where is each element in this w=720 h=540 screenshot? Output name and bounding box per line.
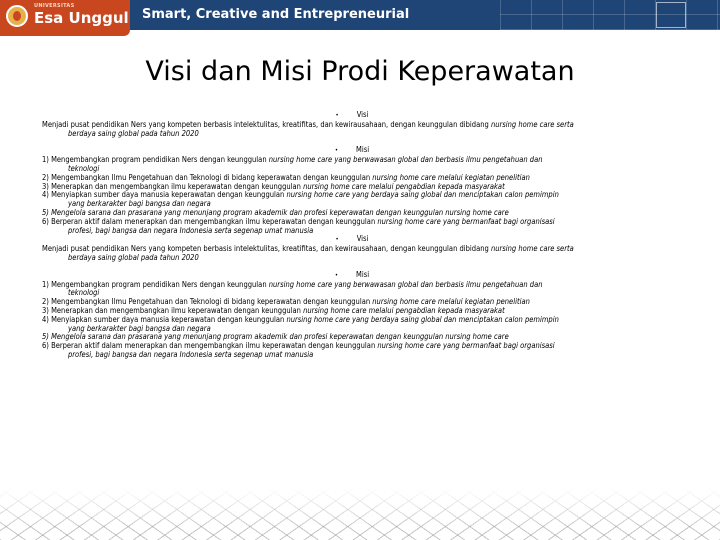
misi-item-4b: 4) Menyiapkan sumber daya manusia keperawatan dengan keunggulan nursing home care yang berdaya saing global dan menciptakan calon pemimpin	[42, 314, 559, 324]
misi-item-1b-cont: teknologi	[68, 288, 100, 298]
bullet-icon: •	[335, 112, 339, 119]
misi-item-2: 2) Mengembangkan Ilmu Pengetahuan dan Teknologi di bidang keperawatan dengan keunggulan nursing home care melalui kegiatan penelitian	[42, 172, 530, 182]
visi-heading-2: • Visi	[335, 234, 369, 244]
misi-item-4: 4) Menyiapkan sumber daya manusia keperawatan dengan keunggulan nursing home care yang berdaya saing global dan menciptakan calon pemimpin	[42, 190, 559, 200]
visi-cont-2: berdaya saing global pada tahun 2020	[68, 252, 199, 262]
misi-heading-1: • Misi	[334, 145, 370, 155]
misi-heading-2: • Misi	[334, 269, 370, 279]
visi-text-1: Menjadi pusat pendidikan Ners yang kompeten berbasis intelektulitas, kreatifitas, dan kewirausahaan, dengan keunggulan dibidang nursing home care serta	[42, 119, 574, 129]
misi-item-6: 6) Berperan aktif dalam menerapkan dan mengembangkan ilmu keperawatan dengan keunggulan nursing home care yang bermanfaat bagi organisasi	[42, 216, 555, 226]
visi-heading-1: • Visi	[335, 110, 369, 119]
misi-item-4b-cont: yang berkarakter bagi bangsa dan negara	[68, 323, 211, 333]
visi-text-2: Menjadi pusat pendidikan Ners yang kompeten berbasis intelektulitas, kreatifitas, dan kewirausahaan, dengan keunggulan dibidang nursing home care serta	[42, 244, 574, 254]
logo-name: Esa Unggul	[34, 9, 129, 27]
misi-item-1: 1) Mengembangkan program pendidikan Ners dengan keunggulan nursing home care yang berwawasan global dan berbasis ilmu pengetahuan dan	[42, 155, 543, 165]
misi-item-6b: 6) Berperan aktif dalam menerapkan dan mengembangkan ilmu keperawatan dengan keunggulan nursing home care yang bermanfaat bagi organisasi	[42, 341, 555, 351]
university-logo-icon	[6, 5, 28, 27]
header-tagline: Smart, Creative and Entrepreneurial	[142, 7, 410, 22]
misi-item-5b: 5) Mengelola sarana dan prasarana yang menunjang program akademik dan profesi keperawatan dengan keunggulan nursing home care	[42, 332, 509, 342]
page-title: Visi dan Misi Prodi Keperawatan	[145, 56, 575, 87]
bullet-icon: •	[334, 271, 339, 279]
misi-item-5: 5) Mengelola sarana dan prasarana yang menunjang program akademik dan profesi keperawatan dengan keunggulan nursing home care	[42, 207, 509, 217]
misi-item-2b: 2) Mengembangkan Ilmu Pengetahuan dan Teknologi di bidang keperawatan dengan keunggulan nursing home care melalui kegiatan penelitian	[42, 297, 530, 307]
footer-pattern	[0, 488, 720, 540]
misi-item-6-cont: profesi, bagi bangsa dan negara Indonesia serta segenap umat manusia	[68, 225, 314, 235]
logo-area	[0, 0, 130, 36]
header-pattern	[500, 0, 720, 30]
bullet-icon: •	[335, 236, 339, 244]
slide-content	[42, 111, 692, 360]
misi-item-3: 3) Menerapkan dan mengembangkan ilmu keperawatan dengan keunggulan nursing home care melalui pengabdian kepada masyarakat	[42, 181, 505, 191]
misi-item-3b: 3) Menerapkan dan mengembangkan ilmu keperawatan dengan keunggulan nursing home care melalui pengabdian kepada masyarakat	[42, 305, 505, 315]
misi-item-4-cont: yang berkarakter bagi bangsa dan negara	[68, 199, 211, 209]
logo-small-text: UNIVERSITAS	[34, 3, 75, 9]
misi-item-6b-cont: profesi, bagi bangsa dan negara Indonesia serta segenap umat manusia	[68, 349, 314, 359]
misi-item-1b: 1) Mengembangkan program pendidikan Ners dengan keunggulan nursing home care yang berwawasan global dan berbasis ilmu pengetahuan dan	[42, 279, 543, 289]
misi-item-1-cont: teknologi	[68, 163, 100, 173]
bullet-icon: •	[334, 147, 339, 155]
visi-cont-1: berdaya saing global pada tahun 2020	[68, 128, 199, 138]
header-corner-frame	[656, 2, 686, 28]
